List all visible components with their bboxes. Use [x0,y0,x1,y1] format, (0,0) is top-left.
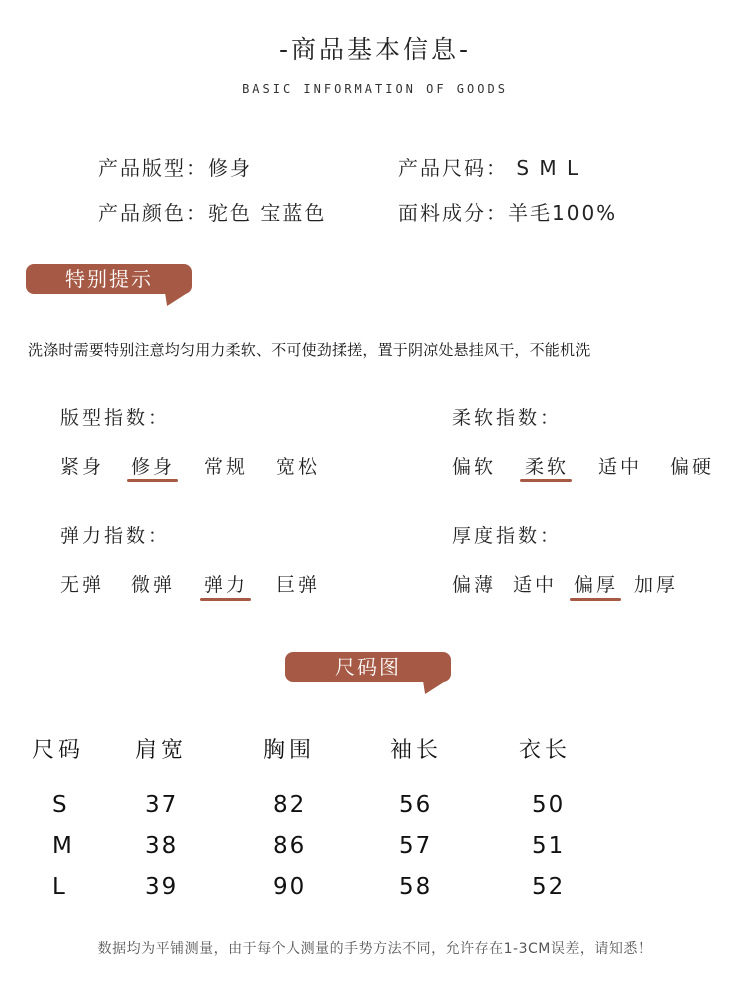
fit-selected-underline [127,479,178,482]
table-cell: M [52,833,74,859]
fit-option-4: 宽松 [276,456,321,478]
special-notice-text: 洗涤时需要特别注意均匀用力柔软、不可使劲揉搓，置于阴凉处悬挂风干，不能机洗 [28,341,591,359]
table-cell: 56 [399,792,433,818]
table-cell: 86 [273,833,307,859]
softness-option-2: 柔软 [525,456,570,478]
size-chart-banner [285,652,451,682]
table-cell: L [52,874,67,900]
table-cell: 38 [145,833,179,859]
table-cell: 82 [273,792,307,818]
thickness-option-3: 偏厚 [574,574,619,596]
table-header-sleeve: 袖长 [390,738,443,763]
table-header-length: 衣长 [519,738,572,763]
softness-option-1: 偏软 [452,456,497,478]
table-cell: 50 [532,792,566,818]
table-cell: 37 [145,792,179,818]
elasticity-option-4: 巨弹 [276,574,321,596]
table-cell: S [52,792,69,818]
table-cell: 51 [532,833,566,859]
special-notice-banner [26,264,192,294]
size-info: 产品尺码： S M L [398,156,581,180]
table-cell: 58 [399,874,433,900]
fit-option-2: 修身 [131,456,176,478]
thickness-option-4: 加厚 [634,574,679,596]
table-header-chest: 胸围 [263,738,316,763]
fabric-info: 面料成分：羊毛100% [398,201,618,225]
softness-option-3: 适中 [598,456,643,478]
size-chart-label: 尺码图 [335,655,401,679]
page-title: -商品基本信息- [278,35,472,64]
softness-option-4: 偏硬 [670,456,715,478]
thickness-option-1: 偏薄 [452,574,497,596]
table-cell: 90 [273,874,307,900]
softness-index-title: 柔软指数： [452,407,563,429]
elasticity-index-title: 弹力指数： [60,525,171,547]
page-subtitle: BASIC INFORMATION OF GOODS [242,82,508,96]
table-header-size: 尺码 [32,738,85,763]
fit-info: 产品版型：修身 [98,156,252,180]
elasticity-option-1: 无弹 [60,574,105,596]
fit-option-3: 常规 [204,456,249,478]
banner-tail [413,680,447,694]
thickness-index-title: 厚度指数： [452,525,563,547]
measurement-footnote: 数据均为平铺测量，由于每个人测量的手势方法不同，允许存在1-3CM误差，请知悉！ [97,941,653,957]
elasticity-selected-underline [200,598,251,601]
banner-tail [155,292,189,306]
table-cell: 39 [145,874,179,900]
thickness-option-2: 适中 [513,574,558,596]
softness-selected-underline [520,479,572,482]
thickness-selected-underline [570,598,621,601]
table-cell: 52 [532,874,566,900]
elasticity-option-2: 微弹 [131,574,176,596]
elasticity-option-3: 弹力 [204,574,249,596]
fit-index-title: 版型指数： [60,407,171,429]
table-cell: 57 [399,833,433,859]
fit-option-1: 紧身 [60,456,105,478]
color-info: 产品颜色：驼色 宝蓝色 [98,201,327,225]
special-notice-label: 特别提示 [65,267,153,291]
table-header-shoulder: 肩宽 [135,738,188,763]
